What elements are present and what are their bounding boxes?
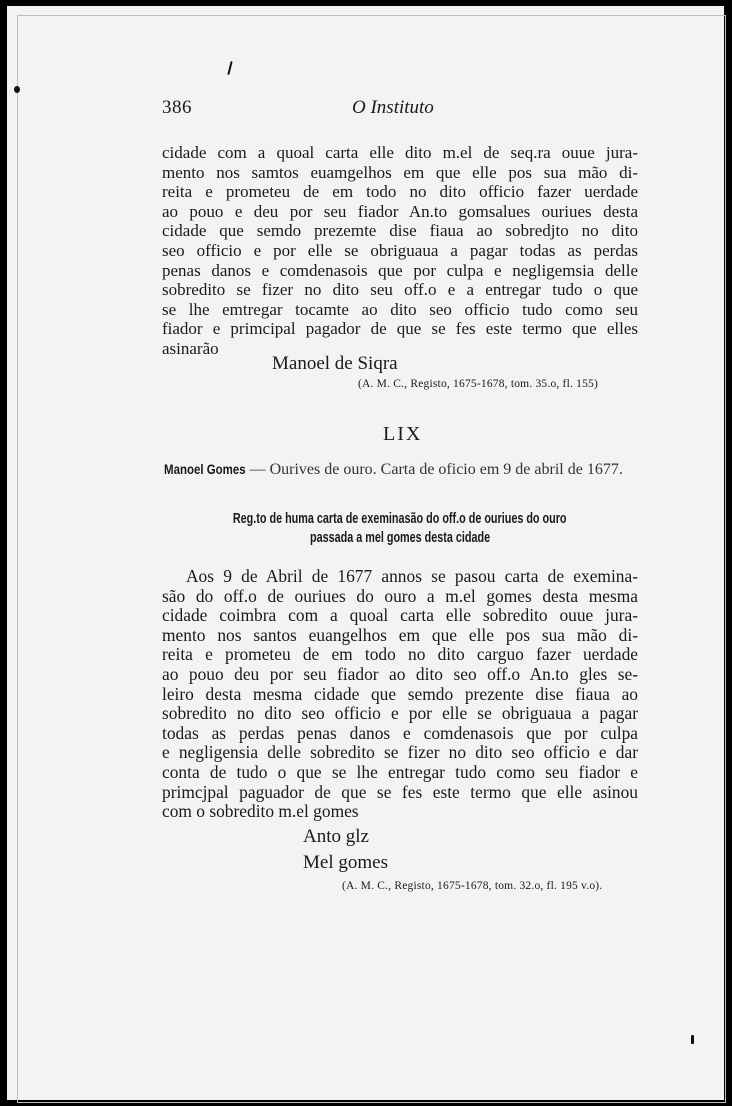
ink-speck [691,1035,694,1044]
text-line: sobredito no dito seo officio e por elle se obriguaua a pagar [162,703,638,724]
text-line: penas danos e comdenasois que por culpa e negligemsia delle [162,260,638,280]
text-line: cidade com a quoal carta elle dito m.el de seq.ra ouue jura- [162,143,638,162]
text-line: reita e prometeu de em todo no dito carguo fazer uerdade [162,644,638,665]
heading-text: passada a mel gomes desta cidade [309,529,491,546]
text-line: são do off.o de ouriues do ouro a m.el gomes desta mesma [162,585,638,606]
heading-text: Reg.to de huma carta de exeminasão do off.o de ouriues do ouro [233,510,567,527]
summary-description: — Ourives de ouro. Carta de oficio em 9 de abril de 1677. [245,461,623,478]
text-line: se lhe emtregar tocamte ao dito seo officio tudo como seu [162,299,638,319]
text-line: cidade que semdo prezemte dise fiaua ao sobredjto no dito [162,221,638,241]
text-line: ao pouo deu por seu fiador ao dito seo off.o An.to gles se- [162,663,638,684]
text-line: mento nos samtos euamgelhos em que elle pos sua mão di- [162,162,638,182]
ink-speck [14,86,20,93]
signature-manoel-gomes: Mel gomes [303,852,388,873]
document-lix-body [162,567,638,822]
signature-antonio-gonsalves: Anto glz [303,826,369,847]
running-head [162,97,572,121]
journal-title: O Instituto [352,97,434,118]
document-lviii-body [162,143,638,359]
summary-name: Manoel Gomes [164,461,246,477]
text-line: asinarão [162,338,219,358]
text-line: reita e prometeu de em todo no dito officio fazer uerdade [162,182,638,202]
text-line: e negligensia delle sobredito se fizer no dito seo officio e dar [162,742,638,763]
text-line: cidade coimbra com a quoal carta elle sobredito ouue jura- [162,605,638,626]
text-line: com o sobredito m.el gomes [162,801,359,822]
document-number: LIX [383,423,423,445]
text-line: Aos 9 de Abril de 1677 annos se pasou carta de exemina- [186,566,638,586]
archive-citation-lix: (A. M. C., Registo, 1675-1678, tom. 32.o, fl. 195 v.o). [342,880,603,892]
text-line: primcjpal paguador de que se fes este termo que elle asinou [162,781,638,802]
document-heading-line-2 [160,529,640,546]
text-line: seo officio e por elle se obriguaua a pagar todas as perdas [162,240,638,260]
document-heading-line-1 [160,510,640,527]
document-summary [164,461,636,479]
text-line: conta de tudo o que se lhe entregar tudo como seu fiador e [162,761,638,782]
page-number: 386 [162,97,192,118]
text-line: todas as perdas penas danos e comdenasois que por culpa [162,722,638,743]
text-line: fiador e primcipal pagador de que se fes este termo que elles [162,319,638,339]
text-line: leiro desta mesma cidade que semdo prezente dise fiaua ao [162,683,638,704]
text-line: mento nos santos euangelhos em que elle pos sua mão di- [162,624,638,645]
archive-citation-lviii: (A. M. C., Registo, 1675-1678, tom. 35.o, fl. 155) [358,378,598,390]
signature-manoel-de-siqueira: Manoel de Siqra [272,353,398,374]
text-line: sobredito se fizer no dito seu off.o e a entregar tudo o que [162,280,638,300]
text-line: ao pouo e deu por seu fiador An.to gomsalues ouriues desta [162,201,638,221]
